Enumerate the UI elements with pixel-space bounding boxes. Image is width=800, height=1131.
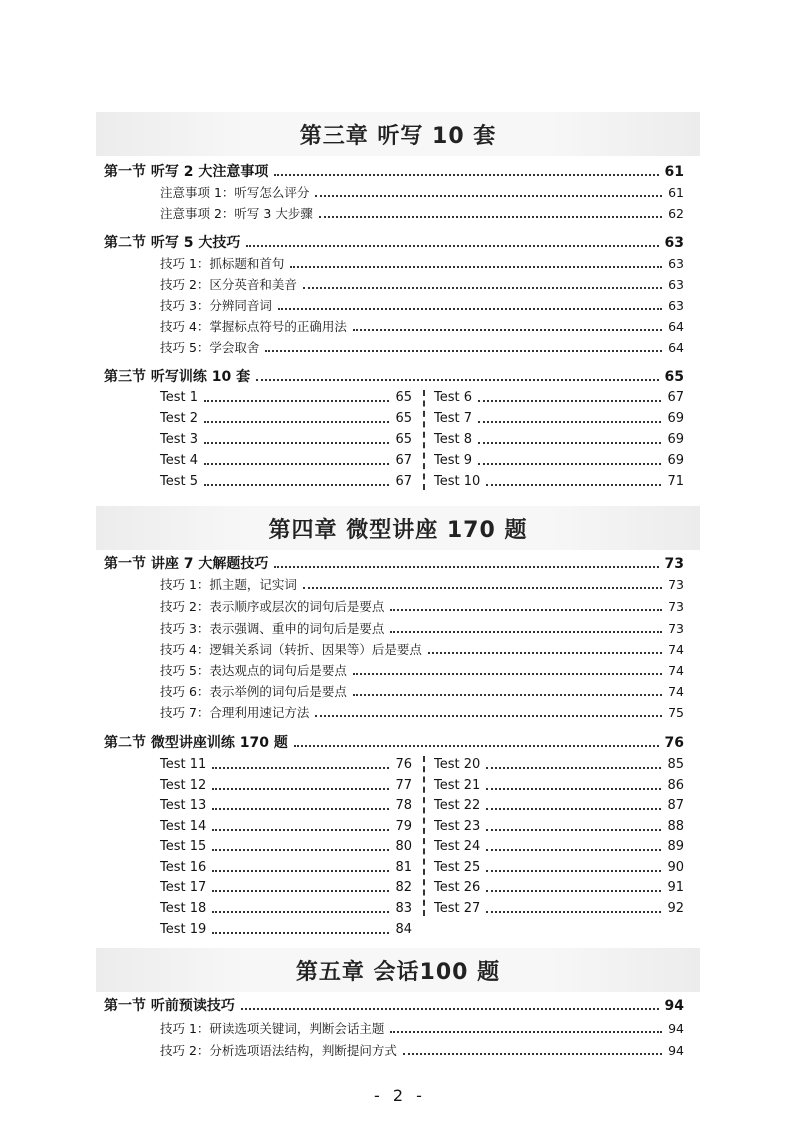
column-divider	[423, 756, 425, 916]
toc-test-entry	[434, 899, 684, 919]
leader-dots	[212, 788, 389, 790]
page-ref: 91	[667, 880, 684, 895]
chapter-heading	[96, 948, 700, 992]
toc-section	[104, 733, 684, 753]
leader-dots	[403, 1053, 662, 1055]
toc-item	[160, 204, 684, 224]
toc-item	[160, 703, 684, 723]
toc-test-entry	[160, 776, 412, 796]
item-label: 技巧 2：表示顺序或层次的词句后是要点	[160, 599, 385, 614]
item-label: 技巧 1：抓主题，记实词	[160, 577, 297, 592]
toc-item	[160, 254, 684, 274]
item-label: 技巧 5：学会取舍	[160, 340, 260, 355]
toc-section	[104, 233, 684, 253]
toc-item	[160, 640, 684, 660]
test-label: Test 14	[160, 819, 207, 834]
leader-dots	[204, 463, 389, 465]
toc-test-entry	[160, 837, 412, 857]
leader-dots	[390, 631, 662, 633]
toc-test-entry	[434, 776, 684, 796]
item-label: 技巧 2：区分英音和美音	[160, 277, 297, 292]
toc-item	[160, 317, 684, 337]
item-label: 注意事项 1：听写怎么评分	[160, 185, 310, 200]
test-label: Test 23	[434, 819, 481, 834]
leader-dots	[486, 767, 661, 769]
leader-dots	[212, 808, 389, 810]
toc-item	[160, 1041, 684, 1061]
test-label: Test 24	[434, 839, 481, 854]
page-ref: 74	[668, 663, 684, 678]
leader-dots	[290, 266, 662, 268]
toc-test-entry	[434, 796, 684, 816]
leader-dots	[486, 484, 661, 486]
toc-test-entry	[434, 472, 684, 492]
chapter-heading	[96, 112, 700, 156]
toc-test-entry	[160, 920, 412, 940]
leader-dots	[204, 484, 389, 486]
page-ref: 94	[664, 998, 684, 1014]
leader-dots	[486, 870, 661, 872]
leader-dots	[390, 609, 662, 611]
toc-item	[160, 682, 684, 702]
page-ref: 87	[667, 798, 684, 813]
leader-dots	[303, 287, 662, 289]
page-ref: 69	[667, 453, 684, 468]
page-ref: 67	[667, 390, 684, 405]
test-label: Test 8	[434, 432, 473, 447]
leader-dots	[212, 849, 389, 851]
page-ref: 64	[668, 319, 684, 334]
page-ref: 80	[395, 839, 412, 854]
item-label: 技巧 4：逻辑关系词（转折、因果等）后是要点	[160, 642, 422, 657]
test-label: Test 11	[160, 757, 207, 772]
leader-dots	[315, 195, 662, 197]
page-ref: 83	[395, 901, 412, 916]
page-ref: 61	[668, 185, 684, 200]
leader-dots	[241, 1008, 659, 1010]
test-label: Test 25	[434, 860, 481, 875]
toc-item	[160, 597, 684, 617]
page-ref: 94	[668, 1043, 684, 1058]
item-label: 技巧 5：表达观点的词句后是要点	[160, 663, 347, 678]
toc-test-entry	[160, 451, 412, 471]
column-divider	[423, 390, 425, 490]
test-label: Test 12	[160, 778, 207, 793]
test-label: Test 4	[160, 453, 199, 468]
toc-item	[160, 1019, 684, 1039]
test-label: Test 18	[160, 901, 207, 916]
page-ref: 63	[668, 277, 684, 292]
page-ref: 81	[395, 860, 412, 875]
leader-dots	[246, 245, 658, 247]
leader-dots	[486, 911, 661, 913]
leader-dots	[212, 911, 389, 913]
page-ref: 75	[668, 705, 684, 720]
page-ref: 61	[664, 164, 684, 180]
section-label: 第二节 微型讲座训练 170 题	[104, 735, 288, 751]
page-ref: 84	[395, 922, 412, 937]
leader-dots	[353, 673, 662, 675]
chapter-title: 第五章 会话100 题	[295, 959, 501, 985]
toc-test-entry	[160, 755, 412, 775]
test-label: Test 3	[160, 432, 199, 447]
page-ref: 73	[664, 556, 684, 572]
toc-section	[104, 554, 684, 574]
item-label: 技巧 4：掌握标点符号的正确用法	[160, 319, 347, 334]
toc-item	[160, 183, 684, 203]
chapter-heading	[96, 506, 700, 550]
page-ref: 64	[668, 340, 684, 355]
leader-dots	[212, 767, 389, 769]
toc-test-entry	[434, 755, 684, 775]
test-label: Test 1	[160, 390, 199, 405]
page-ref: 65	[664, 369, 684, 385]
toc-test-entry	[434, 837, 684, 857]
test-label: Test 7	[434, 411, 473, 426]
leader-dots	[428, 652, 662, 654]
test-label: Test 6	[434, 390, 473, 405]
leader-dots	[204, 442, 389, 444]
leader-dots	[486, 890, 661, 892]
leader-dots	[478, 442, 661, 444]
page-ref: 89	[667, 839, 684, 854]
page-ref: 65	[395, 411, 412, 426]
page-ref: 90	[667, 860, 684, 875]
leader-dots	[478, 400, 661, 402]
leader-dots	[478, 463, 661, 465]
leader-dots	[486, 808, 661, 810]
page-ref: 63	[668, 256, 684, 271]
page-ref: 73	[668, 621, 684, 636]
test-label: Test 2	[160, 411, 199, 426]
toc-test-entry	[434, 817, 684, 837]
page-ref: 73	[668, 577, 684, 592]
toc-test-entry	[160, 858, 412, 878]
page-ref: 82	[395, 880, 412, 895]
leader-dots	[294, 745, 659, 747]
toc-test-entry	[434, 858, 684, 878]
leader-dots	[319, 216, 662, 218]
toc-section	[104, 367, 684, 387]
section-label: 第一节 听写 2 大注意事项	[104, 164, 269, 180]
leader-dots	[478, 421, 661, 423]
leader-dots	[212, 890, 389, 892]
toc-section	[104, 162, 684, 182]
page-ref: 78	[395, 798, 412, 813]
toc-test-entry	[160, 430, 412, 450]
leader-dots	[353, 329, 662, 331]
leader-dots	[390, 1031, 662, 1033]
section-label: 第三节 听写训练 10 套	[104, 369, 251, 385]
toc-item	[160, 619, 684, 639]
toc-item	[160, 338, 684, 358]
toc-test-entry	[434, 388, 684, 408]
page-ref: 74	[668, 684, 684, 699]
page-number: - 2 -	[374, 1086, 426, 1105]
toc-test-entry	[160, 796, 412, 816]
page-ref: 62	[668, 206, 684, 221]
toc-section	[104, 996, 684, 1016]
toc-test-entry	[160, 409, 412, 429]
page-ref: 94	[668, 1021, 684, 1036]
page-ref: 63	[664, 235, 684, 251]
toc-test-entry	[434, 409, 684, 429]
leader-dots	[212, 829, 389, 831]
leader-dots	[274, 174, 658, 176]
test-label: Test 15	[160, 839, 207, 854]
toc-test-entry	[160, 899, 412, 919]
item-label: 技巧 3：分辨同音词	[160, 298, 272, 313]
item-label: 技巧 3：表示强调、重申的词句后是要点	[160, 621, 385, 636]
page-ref: 69	[667, 411, 684, 426]
item-label: 技巧 2：分析选项语法结构，判断提问方式	[160, 1043, 397, 1058]
test-label: Test 27	[434, 901, 481, 916]
page-ref: 71	[667, 474, 684, 489]
leader-dots	[486, 788, 661, 790]
test-label: Test 9	[434, 453, 473, 468]
toc-item	[160, 575, 684, 595]
test-label: Test 5	[160, 474, 199, 489]
leader-dots	[212, 870, 389, 872]
page-ref: 74	[668, 642, 684, 657]
leader-dots	[265, 350, 662, 352]
page-ref: 77	[395, 778, 412, 793]
page-ref: 85	[667, 757, 684, 772]
leader-dots	[486, 829, 661, 831]
page-ref: 65	[395, 432, 412, 447]
leader-dots	[315, 715, 662, 717]
leader-dots	[204, 421, 389, 423]
chapter-title: 第三章 听写 10 套	[299, 123, 497, 149]
page-ref: 67	[395, 453, 412, 468]
item-label: 技巧 1：抓标题和首句	[160, 256, 285, 271]
page-ref: 86	[667, 778, 684, 793]
toc-item	[160, 275, 684, 295]
toc-test-entry	[160, 388, 412, 408]
toc-item	[160, 296, 684, 316]
page-ref: 92	[667, 901, 684, 916]
test-label: Test 22	[434, 798, 481, 813]
page-ref: 65	[395, 390, 412, 405]
test-label: Test 13	[160, 798, 207, 813]
item-label: 技巧 6：表示举例的词句后是要点	[160, 684, 347, 699]
toc-test-entry	[160, 817, 412, 837]
test-label: Test 26	[434, 880, 481, 895]
leader-dots	[353, 694, 662, 696]
page-ref: 63	[668, 298, 684, 313]
page-ref: 79	[395, 819, 412, 834]
leader-dots	[256, 379, 658, 381]
leader-dots	[486, 849, 661, 851]
test-label: Test 17	[160, 880, 207, 895]
page-ref: 69	[667, 432, 684, 447]
test-label: Test 10	[434, 474, 481, 489]
toc-test-entry	[434, 430, 684, 450]
test-label: Test 21	[434, 778, 481, 793]
section-label: 第一节 讲座 7 大解题技巧	[104, 556, 269, 572]
chapter-title: 第四章 微型讲座 170 题	[268, 517, 528, 543]
test-label: Test 20	[434, 757, 481, 772]
page-ref: 88	[667, 819, 684, 834]
page-ref: 73	[668, 599, 684, 614]
page-ref: 67	[395, 474, 412, 489]
toc-test-entry	[160, 878, 412, 898]
item-label: 技巧 7：合理利用速记方法	[160, 705, 310, 720]
section-label: 第一节 听前预读技巧	[104, 998, 235, 1014]
section-label: 第二节 听写 5 大技巧	[104, 235, 241, 251]
toc-test-entry	[434, 878, 684, 898]
leader-dots	[212, 932, 389, 934]
page-ref: 76	[664, 735, 684, 751]
test-label: Test 16	[160, 860, 207, 875]
page-ref: 76	[395, 757, 412, 772]
leader-dots	[204, 400, 389, 402]
item-label: 注意事项 2：听写 3 大步骤	[160, 206, 313, 221]
leader-dots	[274, 566, 658, 568]
item-label: 技巧 1：研读选项关键词，判断会话主题	[160, 1021, 385, 1036]
toc-item	[160, 661, 684, 681]
toc-test-entry	[160, 472, 412, 492]
toc-test-entry	[434, 451, 684, 471]
test-label: Test 19	[160, 922, 207, 937]
leader-dots	[303, 587, 662, 589]
leader-dots	[278, 308, 662, 310]
